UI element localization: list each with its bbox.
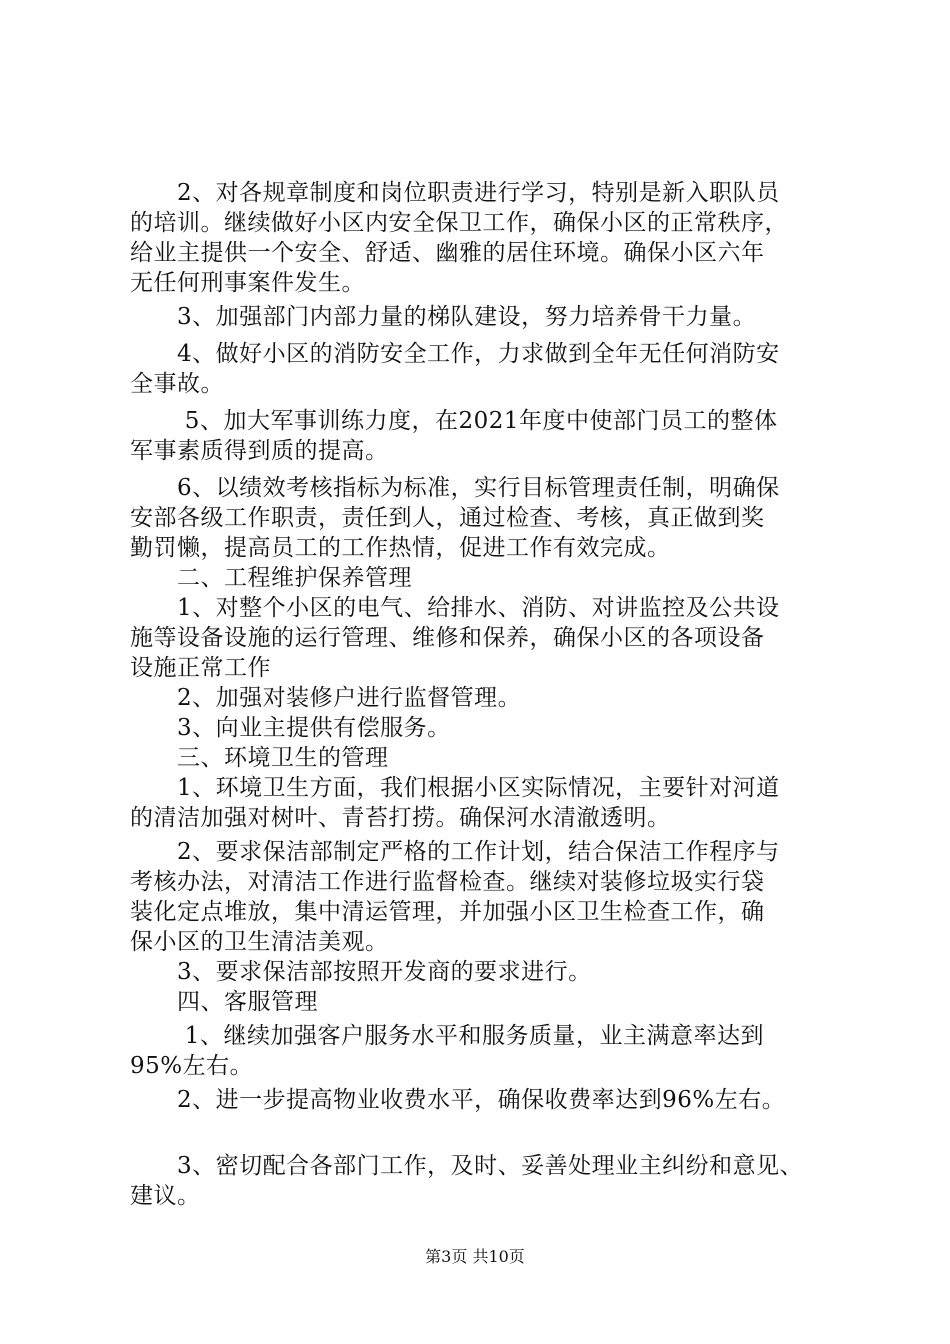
text-line: 建议。 [130, 1183, 201, 1209]
text-line: 考核办法，对清洁工作进行监督检查。继续对装修垃圾实行袋 [130, 869, 765, 895]
section-heading: 三、环境卫生的管理 [130, 745, 389, 771]
text-line: 军事素质得到质的提高。 [130, 438, 389, 464]
text-line: 95%左右。 [130, 1053, 254, 1079]
text-line: 2、对各规章制度和岗位职责进行学习，特别是新入职队员 [130, 180, 780, 206]
text-line: 2、进一步提高物业收费水平，确保收费率达到96%左右。 [130, 1087, 786, 1113]
text-line: 4、做好小区的消防安全工作，力求做到全年无任何消防安 [130, 341, 780, 367]
text-line: 安部各级工作职责，责任到人，通过检查、考核，真正做到奖 [130, 505, 765, 531]
text-line: 装化定点堆放，集中清运管理，并加强小区卫生检查工作，确 [130, 899, 765, 925]
text-line: 1、对整个小区的电气、给排水、消防、对讲监控及公共设 [130, 595, 780, 621]
text-line: 施等设备设施的运行管理、维修和保养，确保小区的各项设备 [130, 625, 765, 651]
text-line: 的培训。继续做好小区内安全保卫工作，确保小区的正常秩序， [130, 210, 788, 236]
text-line: 全事故。 [130, 371, 224, 397]
text-line: 的清洁加强对树叶、青苔打捞。确保河水清澈透明。 [130, 805, 671, 831]
text-line: 3、向业主提供有偿服务。 [130, 715, 451, 741]
text-line: 勤罚懒，提高员工的工作热情，促进工作有效完成。 [130, 535, 671, 561]
document-body [130, 178, 830, 1211]
section-heading: 二、工程维护保养管理 [130, 565, 412, 591]
text-line: 1、环境卫生方面，我们根据小区实际情况，主要针对河道 [130, 775, 780, 801]
text-line: 无任何刑事案件发生。 [130, 270, 365, 296]
text-line: 保小区的卫生清洁美观。 [130, 929, 389, 955]
text-line: 6、以绩效考核指标为标准，实行目标管理责任制，明确保 [130, 475, 780, 501]
text-line: 1、继续加强客户服务水平和服务质量，业主满意率达到 [130, 1023, 764, 1049]
page-footer: 第3页 共10页 [425, 1247, 525, 1266]
section-heading: 四、客服管理 [130, 989, 318, 1015]
text-line: 设施正常工作 [130, 655, 271, 681]
text-line: 5、加大军事训练力度，在2021年度中使部门员工的整体 [130, 408, 778, 434]
text-line: 2、加强对装修户进行监督管理。 [130, 685, 522, 711]
text-line: 给业主提供一个安全、舒适、幽雅的居住环境。确保小区六年 [130, 240, 765, 266]
text-line: 3、密切配合各部门工作，及时、妥善处理业主纠纷和意见、 [130, 1153, 804, 1179]
text-line: 3、要求保洁部按照开发商的要求进行。 [130, 959, 592, 985]
text-line: 2、要求保洁部制定严格的工作计划，结合保洁工作程序与 [130, 839, 780, 865]
text-line: 3、加强部门内部力量的梯队建设，努力培养骨干力量。 [130, 304, 757, 330]
